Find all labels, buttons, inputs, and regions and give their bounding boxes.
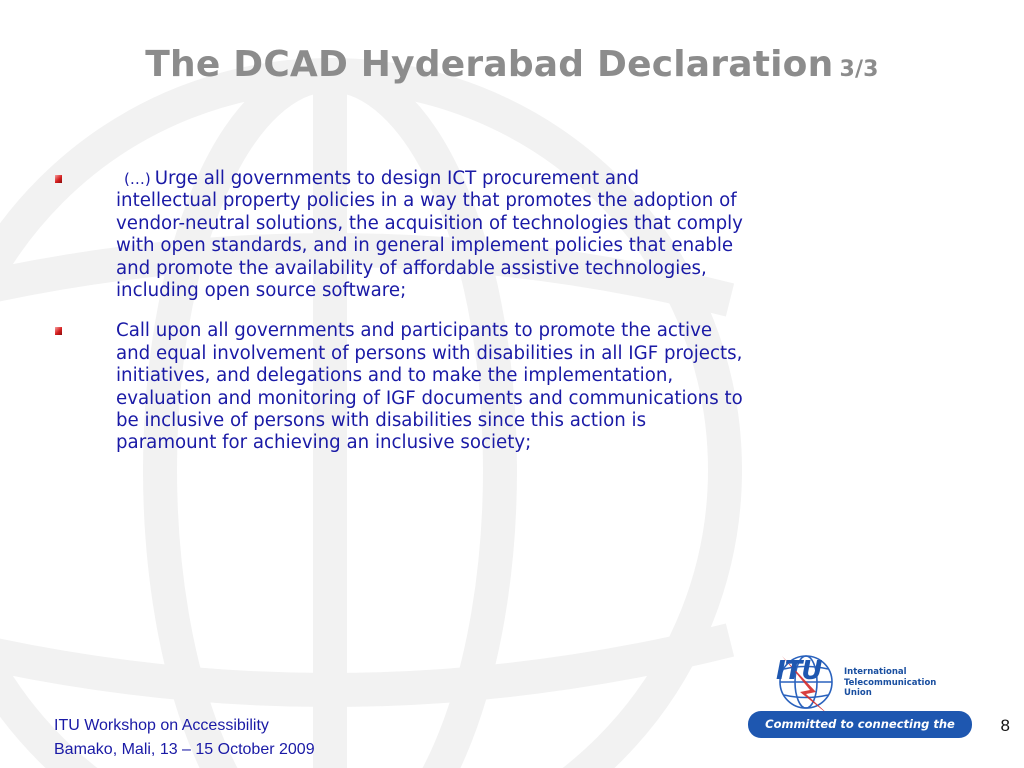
bullet-line	[116, 168, 915, 190]
bullet-line-text: Urge all governments to design ICT procurement and	[154, 168, 640, 189]
footer-location-date: Bamako, Mali, 13 – 15 October 2009	[54, 741, 315, 758]
bullet-line: including open source software;	[116, 280, 407, 302]
itu-acronym: ITU	[776, 656, 822, 686]
bullet-item	[55, 320, 915, 454]
itu-name-line: Telecommunication	[844, 677, 937, 688]
bullet-line: paramount for achieving an inclusive society;	[116, 432, 532, 454]
bullet-line: Call upon all governments and participants to promote the active	[116, 320, 713, 342]
slide-title-suffix: 3/3	[839, 57, 879, 82]
bullet-line: initiatives, and delegations and to make the implementation,	[116, 365, 674, 387]
slide-title-text: The DCAD Hyderabad Declaration	[145, 44, 834, 85]
itu-name-line: Union	[844, 688, 872, 698]
bullet-line: with open standards, and in general implement policies that enable	[116, 235, 734, 257]
footer-event: ITU Workshop on Accessibility	[54, 717, 269, 734]
bullet-marker-icon	[55, 175, 62, 183]
bullet-line: evaluation and monitoring of IGF documents and communications to	[116, 387, 743, 409]
bullet-line: and promote the availability of affordable assistive technologies,	[116, 257, 707, 279]
bullet-line: vendor-neutral solutions, the acquisition of technologies that comply	[116, 212, 743, 234]
bullet-prefix: (…)	[124, 170, 151, 188]
itu-slogan-banner: Committed to connecting the world	[748, 711, 972, 738]
itu-full-name	[844, 667, 936, 699]
bullet-line: intellectual property policies in a way that promotes the adoption of	[116, 190, 737, 212]
page-number: 8	[1000, 716, 1010, 735]
bullet-marker-icon	[55, 327, 62, 335]
bullet-item	[55, 168, 915, 302]
itu-name-line: International	[844, 667, 907, 677]
bullet-list	[55, 168, 915, 473]
footer	[54, 714, 315, 762]
slide-title	[0, 44, 1024, 85]
bullet-line: and equal involvement of persons with disabilities in all IGF projects,	[116, 342, 743, 364]
bullet-line: be inclusive of persons with disabilities since this action is	[116, 410, 647, 432]
